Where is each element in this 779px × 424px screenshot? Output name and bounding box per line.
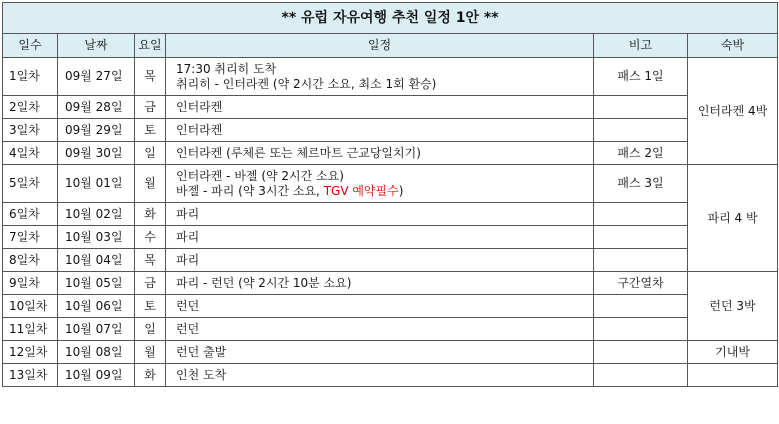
dow-cell: 월 [135,165,166,203]
dow-cell: 목 [135,249,166,272]
lodging-cell: 파리 4 박 [688,165,778,272]
table-row [3,142,778,165]
day-cell: 9일차 [3,272,58,295]
day-cell: 3일차 [3,119,58,142]
plan-cell: 런던 [166,318,594,341]
itinerary-table [2,2,778,387]
table-row [3,318,778,341]
date-cell: 10월 06일 [58,295,135,318]
date-cell: 10월 07일 [58,318,135,341]
day-cell: 6일차 [3,203,58,226]
dow-cell: 일 [135,318,166,341]
dow-cell: 일 [135,142,166,165]
date-cell: 09월 27일 [58,58,135,96]
plan-line [176,184,593,199]
reservation-required-note: TGV 예약필수 [323,183,399,198]
date-cell: 10월 04일 [58,249,135,272]
date-cell: 10월 09일 [58,364,135,387]
note-cell [594,318,688,341]
day-cell: 4일차 [3,142,58,165]
note-cell [594,364,688,387]
date-cell: 09월 28일 [58,96,135,119]
dow-cell: 화 [135,203,166,226]
note-cell [594,295,688,318]
note-cell: 구간열차 [594,272,688,295]
lodging-cell: 기내박 [688,341,778,364]
dow-cell: 금 [135,272,166,295]
header-note: 비고 [594,34,688,58]
note-cell [594,96,688,119]
date-cell: 10월 03일 [58,226,135,249]
note-cell: 패스 3일 [594,165,688,203]
dow-cell: 토 [135,295,166,318]
date-cell: 09월 30일 [58,142,135,165]
plan-line: 17:30 취리히 도착 [176,61,277,76]
plan-cell [166,165,594,203]
date-cell: 10월 08일 [58,341,135,364]
note-cell: 패스 1일 [594,58,688,96]
date-cell: 09월 29일 [58,119,135,142]
header-lodging: 숙박 [688,34,778,58]
lodging-cell: 런던 3박 [688,272,778,341]
note-cell [594,226,688,249]
dow-cell: 목 [135,58,166,96]
header-dow: 요일 [135,34,166,58]
plan-cell: 파리 - 런던 (약 2시간 10분 소요) [166,272,594,295]
plan-line: 인터라켄 - 바젤 (약 2시간 소요) [176,168,344,183]
day-cell: 10일차 [3,295,58,318]
date-cell: 10월 02일 [58,203,135,226]
plan-cell [166,58,594,96]
day-cell: 2일차 [3,96,58,119]
table-title: ** 유럽 자유여행 추천 일정 1안 ** [3,3,778,34]
dow-cell: 금 [135,96,166,119]
table-row [3,341,778,364]
plan-text: 바젤 - 파리 (약 3시간 소요, [176,183,324,198]
table-row [3,249,778,272]
note-cell [594,341,688,364]
table-row [3,364,778,387]
note-cell [594,203,688,226]
lodging-cell [688,364,778,387]
table-row [3,96,778,119]
header-day: 일수 [3,34,58,58]
table-row [3,58,778,96]
dow-cell: 월 [135,341,166,364]
table-row [3,272,778,295]
plan-cell: 인터라켄 [166,119,594,142]
header-date: 날짜 [58,34,135,58]
day-cell: 11일차 [3,318,58,341]
table-row [3,119,778,142]
day-cell: 13일차 [3,364,58,387]
note-cell [594,249,688,272]
table-row [3,226,778,249]
note-cell: 패스 2일 [594,142,688,165]
day-cell: 5일차 [3,165,58,203]
day-cell: 12일차 [3,341,58,364]
header-plan: 일정 [166,34,594,58]
day-cell: 7일차 [3,226,58,249]
plan-text: ) [398,183,404,198]
plan-cell: 파리 [166,226,594,249]
plan-cell: 파리 [166,249,594,272]
plan-cell: 인천 도착 [166,364,594,387]
plan-cell: 런던 [166,295,594,318]
plan-cell: 런던 출발 [166,341,594,364]
dow-cell: 토 [135,119,166,142]
plan-cell: 인터라켄 [166,96,594,119]
plan-cell: 인터라켄 (루체른 또는 체르마트 근교당일치기) [166,142,594,165]
dow-cell: 수 [135,226,166,249]
date-cell: 10월 05일 [58,272,135,295]
day-cell: 8일차 [3,249,58,272]
day-cell: 1일차 [3,58,58,96]
plan-line: 취리히 - 인터라켄 (약 2시간 소요, 최소 1회 환승) [176,76,437,91]
note-cell [594,119,688,142]
table-row [3,165,778,203]
table-row [3,203,778,226]
lodging-cell: 인터라켄 4박 [688,58,778,165]
table-row [3,295,778,318]
date-cell: 10월 01일 [58,165,135,203]
plan-cell: 파리 [166,203,594,226]
dow-cell: 화 [135,364,166,387]
